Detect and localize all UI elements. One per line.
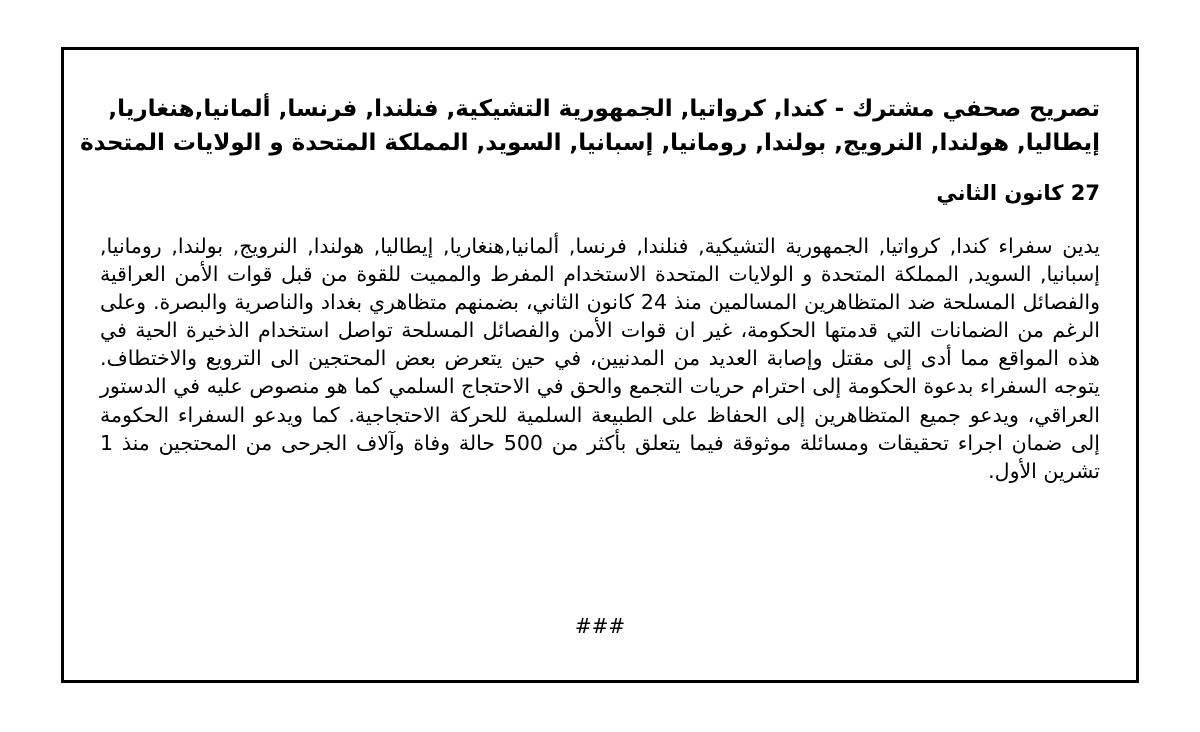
title-line-1: تصريح صحفي مشترك - كندا, كرواتيا, الجمهورية التشيكية, فنلندا, فرنسا, ألمانيا,هنغاريا, (108, 96, 1100, 122)
press-release (80, 92, 1100, 485)
end-mark: ### (574, 614, 626, 638)
title-line-2: إيطاليا, هولندا, النرويج, بولندا, رومانيا, إسبانيا, السويد, المملكة المتحدة و الولايات المتحدة (80, 130, 1100, 156)
release-date: 27 كانون الثاني (936, 181, 1100, 205)
press-release-title (80, 92, 1100, 160)
statement-body: يدين سفراء كندا, كرواتيا, الجمهورية التشيكية, فنلندا, فرنسا, ألمانيا,هنغاريا, إيطاليا, هولندا, النرويج, بولندا, رومانيا, إسبانيا, السويد, المملكة المتحدة و الولايات المتحدة الاستخدام المفرط والمميت للقوة من قبل قوات الأمن العراقية والفصائل المسلحة ضد المتظاهرين المسالمين منذ 24 كانون الثاني، بضمنهم متظاهري بغداد والناصرية والبصرة. وعلى الرغم من الضمانات التي قدمتها الحكومة، غير ان قوات الأمن والفصائل المسلحة تواصل استخدام الذخيرة الحية في هذه المواقع مما أدى إلى مقتل وإصابة العديد من المدنيين، في حين يتعرض بعض المحتجين الى الترويع والاختطاف. يتوجه السفراء بدعوة الحكومة إلى احترام حريات التجمع والحق في الاحتجاج السلمي كما هو منصوص عليه في الدستور العراقي، ويدعو جميع المتظاهرين إلى الحفاظ على الطبيعة السلمية للحركة الاحتجاجية. كما ويدعو السفراء الحكومة إلى ضمان اجراء تحقيقات ومسائلة موثوقة فيما يتعلق بأكثر من 500 حالة وفاة وآلاف الجرحى من المحتجين منذ 1 تشرين الأول. (100, 234, 1100, 483)
